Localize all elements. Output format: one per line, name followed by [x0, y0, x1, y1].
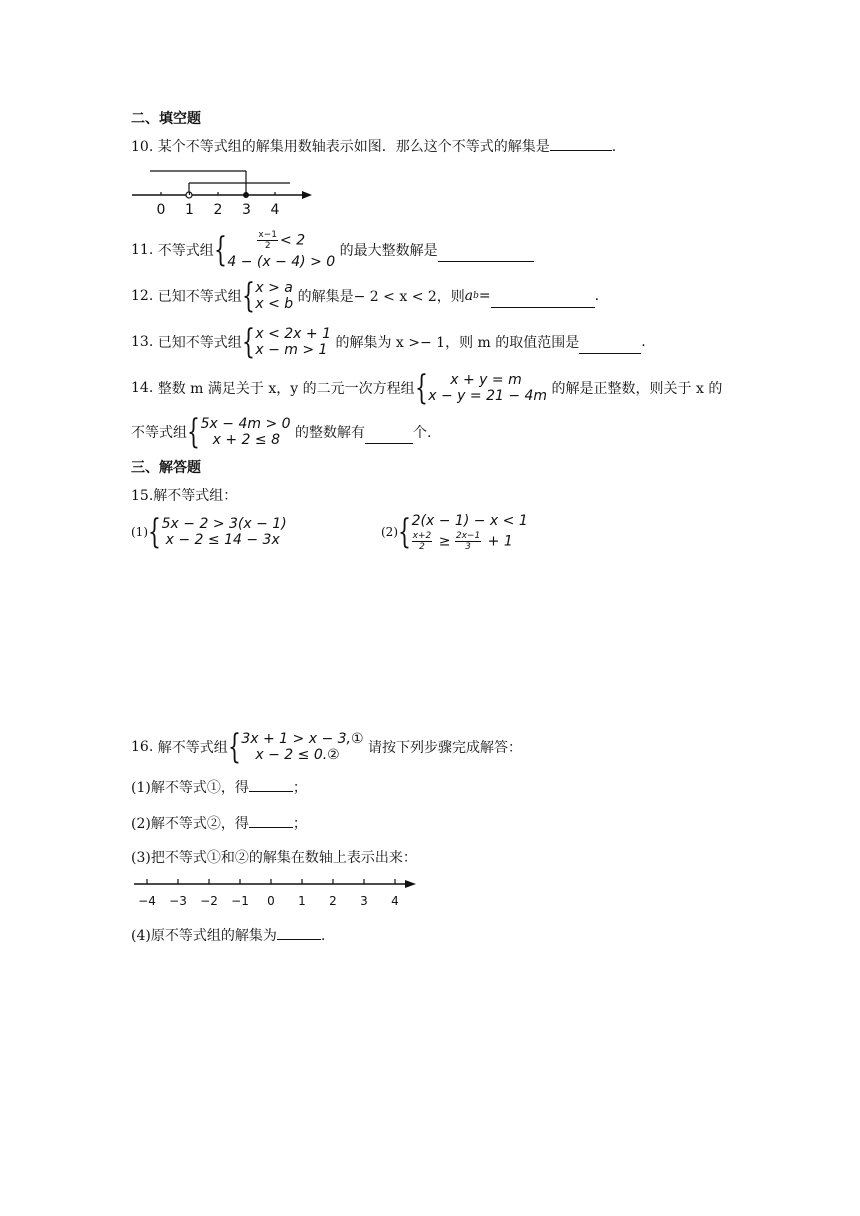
q13-line2: x − m > 1	[255, 342, 328, 358]
section-title-fill-blank: 二、填空题	[131, 111, 201, 127]
q16-axis-tick-label: 4	[391, 894, 399, 908]
q14-prefix: 整数 m 满足关于 x，y 的二元一次方程组	[157, 381, 415, 397]
q16-axis-tick-label: −4	[138, 894, 156, 908]
q15-geq: ≥	[438, 533, 451, 549]
q13-answer-blank[interactable]	[579, 341, 641, 354]
question-12	[131, 277, 599, 315]
q12-system	[255, 280, 293, 312]
q13-system	[255, 326, 331, 358]
q11-answer-blank[interactable]	[438, 249, 534, 262]
q14-system1	[428, 372, 547, 404]
q11-line1: < 2	[280, 232, 306, 249]
q16-axis-tick-label: −3	[169, 894, 187, 908]
question-14-line1	[131, 368, 722, 408]
q12-middle: 的解集是− 2 < x < 2，则	[297, 289, 465, 305]
q12-power-exp: b	[473, 291, 479, 301]
q12-prefix: 已知不等式组	[157, 289, 242, 305]
q14-number: 14.	[131, 380, 154, 396]
q15-part1-line1: 5x − 2 > 3(x − 1)	[161, 516, 287, 532]
q12-end: .	[594, 288, 600, 304]
q14-suffix2: 的整数解有	[295, 425, 365, 441]
q10-text: 某个不等式组的解集用数轴表示如图．那么这个不等式的解集是	[157, 139, 550, 155]
q10-axis-tick-label: 1	[185, 202, 194, 218]
q13-prefix: 已知不等式组	[157, 335, 242, 351]
q15-frac2-den: 3	[465, 541, 471, 552]
q16-step2	[131, 813, 307, 833]
q16-axis-tick-label: 1	[298, 894, 306, 908]
q11-number: 11.	[131, 242, 154, 258]
q14-brace2: {	[187, 412, 200, 452]
question-14-line2	[131, 413, 431, 451]
q10-axis-tick-label: 0	[156, 202, 166, 218]
q16-axis-tick-label: 3	[360, 894, 368, 908]
q14-brace1: {	[414, 368, 428, 408]
q14-line2: x − y = 21 − 4m	[428, 388, 548, 404]
q15-part1-brace: {	[148, 512, 161, 552]
q16-step2-text: (2)解不等式②，得	[131, 816, 249, 832]
question-10	[131, 136, 616, 156]
q16-number-line[interactable]	[128, 874, 424, 910]
q15-part2-line1: 2(x − 1) − x < 1	[411, 512, 528, 529]
q14-answer-blank[interactable]	[365, 431, 413, 444]
question-11	[131, 228, 534, 272]
q12-line2: x < b	[255, 296, 294, 312]
q12-number: 12.	[131, 288, 154, 304]
q16-axis-tick-label: −2	[200, 894, 218, 908]
q15-part1-line2: x − 2 ≤ 14 − 3x	[165, 532, 280, 548]
q14-line4: x + 2 ≤ 8	[212, 432, 281, 448]
q16-step1-text: (1)解不等式①，得	[131, 780, 249, 796]
q14-suffix: 的解是正整数，则关于 x 的	[551, 381, 723, 397]
q15-part2	[381, 510, 528, 554]
q12-brace: {	[241, 276, 255, 316]
q12-power-base: a	[464, 288, 474, 304]
q12-eq: =	[478, 288, 491, 304]
q12-line1: x > a	[255, 280, 293, 296]
q15-frac2-num: 2x−1	[455, 530, 481, 541]
q16-step4	[131, 925, 325, 945]
q14-system2	[201, 416, 291, 448]
q15-part1-label: (1)	[131, 525, 148, 539]
q16-axis-tick-label: −1	[231, 894, 249, 908]
q12-answer-blank[interactable]	[491, 295, 595, 308]
q16-step1-end: ；	[292, 780, 307, 796]
q16-step2-end: ；	[292, 816, 307, 832]
q11-line2: 4 − (x − 4) > 0	[227, 254, 336, 270]
q11-frac-den: 2	[264, 241, 271, 251]
q15-number: 15.	[131, 488, 154, 504]
q16-axis-tick-label: 0	[267, 894, 275, 908]
q15-part2-end: + 1	[487, 533, 513, 549]
q15-text: 解不等式组：	[153, 488, 238, 504]
q10-answer-blank[interactable]	[550, 138, 612, 151]
q10-axis-arrow	[302, 191, 312, 199]
q16-system	[241, 731, 363, 763]
q10-end: .	[611, 139, 617, 155]
q16-step2-blank[interactable]	[249, 815, 293, 828]
q16-step1-blank[interactable]	[249, 779, 293, 792]
q10-axis-tick-label: 3	[242, 202, 251, 218]
q15-part1	[131, 513, 287, 551]
q15-part1-system	[162, 516, 287, 548]
question-16	[131, 728, 522, 766]
q15-frac1-den: 2	[419, 541, 425, 552]
section-title-solve: 三、解答题	[131, 460, 201, 476]
q10-number: 10.	[131, 139, 154, 155]
q16-brace: {	[227, 727, 241, 767]
q15-part2-brace: {	[398, 512, 411, 552]
q14-line3: 5x − 4m > 0	[200, 416, 291, 432]
q16-axis-tick-label: 2	[329, 894, 337, 908]
q13-end: .	[641, 334, 646, 350]
q14-end: 个.	[413, 425, 432, 441]
q15-part2-system	[412, 513, 528, 552]
question-15	[131, 485, 237, 505]
q11-prefix: 不等式组	[157, 243, 214, 259]
q10-number-line	[128, 162, 318, 218]
q16-step4-blank[interactable]	[277, 927, 321, 940]
q11-brace: {	[213, 230, 227, 270]
q15-part2-label: (2)	[381, 525, 398, 539]
q16-axis-arrow	[405, 880, 416, 888]
q10-axis-tick-label: 4	[270, 202, 280, 218]
q13-line1: x < 2x + 1	[255, 326, 332, 342]
q16-line2: x − 2 ≤ 0.②	[255, 747, 340, 763]
q10-axis-tick-label: 2	[213, 202, 223, 218]
q11-suffix: 的最大整数解是	[339, 243, 438, 259]
q16-step1	[131, 777, 307, 797]
q11-frac-num: x−1	[258, 230, 278, 240]
q14-line1: x + y = m	[450, 372, 522, 388]
question-13	[131, 323, 646, 361]
q14-prefix2: 不等式组	[131, 425, 187, 441]
q16-step3	[131, 847, 417, 867]
q13-suffix: 的解集为 x >− 1，则 m 的取值范围是	[335, 335, 580, 351]
q16-prefix: 解不等式组	[157, 740, 228, 756]
q16-step3-text: (3)把不等式①和②的解集在数轴上表示出来：	[131, 850, 417, 866]
q13-number: 13.	[131, 334, 154, 350]
q16-step4-end: .	[320, 928, 326, 944]
q16-step4-text: (4)原不等式组的解集为	[131, 928, 277, 944]
q16-suffix: 请按下列步骤完成解答：	[368, 740, 522, 756]
q16-number: 16.	[131, 739, 154, 755]
q16-line1: 3x + 1 > x − 3,①	[241, 731, 364, 747]
q15-frac1-num: x+2	[412, 530, 432, 541]
q11-system	[227, 230, 335, 270]
q13-brace: {	[241, 322, 255, 362]
